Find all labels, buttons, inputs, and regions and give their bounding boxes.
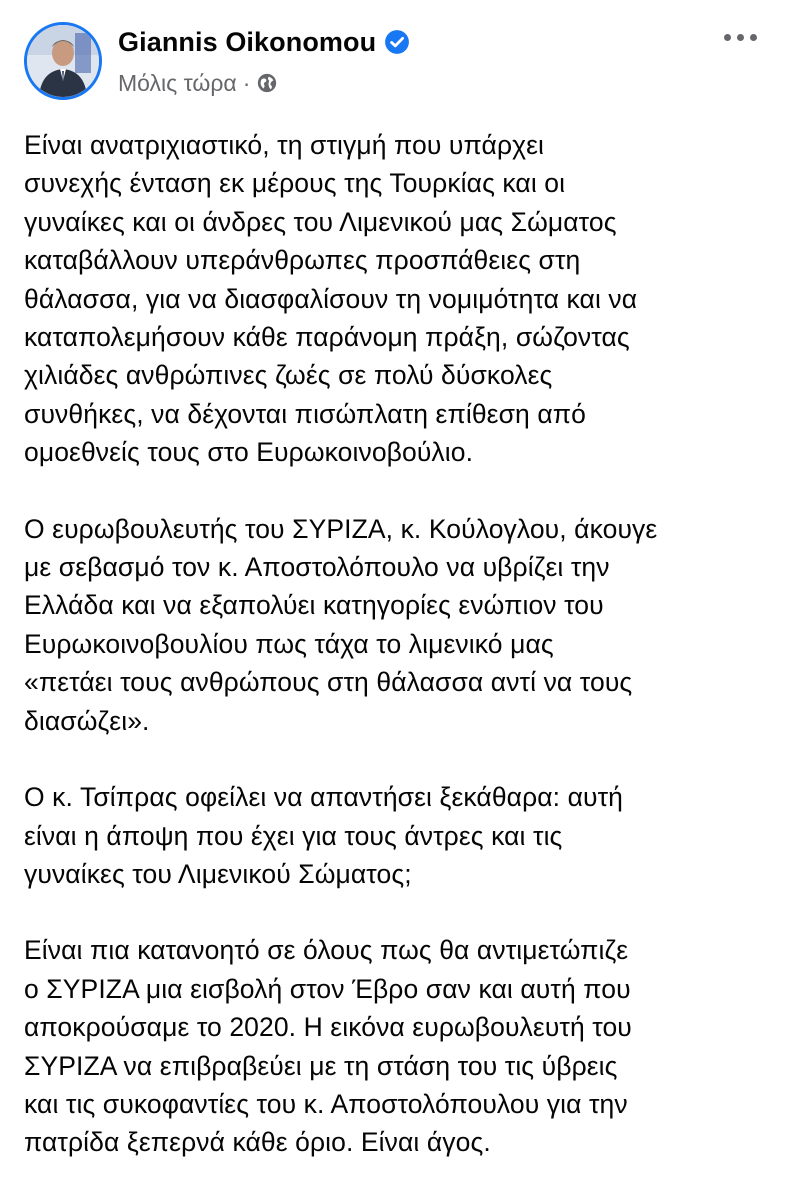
post-header (0, 0, 787, 120)
meta-separator: · (242, 69, 251, 96)
post-body (24, 126, 776, 1162)
post-paragraph: Ο ευρωβουλευτής του ΣΥΡΙΖΑ, κ. Κούλογλου, άκουγε με σεβασμό τον κ. Αποστολόπουλο να υβρίζει την Ελλάδα και να εξαπολύει κατηγορίες ενώπιον του Ευρωκοινοβουλίου πως τάχα το λιμενικό μας «πετάει τους ανθρώπους στη θάλασσα αντί να τους διασώζει». (24, 513, 658, 736)
author-row (118, 24, 410, 60)
more-options-button[interactable] (718, 22, 762, 52)
more-options-icon-dot (750, 34, 757, 41)
more-options-icon-dot (737, 34, 744, 41)
globe-icon[interactable] (256, 72, 278, 94)
avatar-portrait-icon (27, 25, 99, 97)
post-meta (118, 66, 278, 100)
author-avatar[interactable] (24, 22, 102, 100)
post-paragraph: Ο κ. Τσίπρας οφείλει να απαντήσει ξεκάθαρα: αυτή είναι η άποψη που έχει για τους άντρες και τις γυναίκες του Λιμενικού Σώματος; (24, 782, 624, 889)
author-name[interactable]: Giannis Oikonomou (118, 26, 377, 57)
post-paragraph: Είναι πια κατανοητό σε όλους πως θα αντιμετώπιζε ο ΣΥΡΙΖΑ μια εισβολή στον Έβρο σαν και αυτή που αποκρούσαμε το 2020. Η εικόνα ευρωβουλευτή του ΣΥΡΙΖΑ να επιβραβεύει με τη στάση του τις ύβρεις και τις συκοφαντίες του κ. Αποστολόπουλου για την πατρίδα ξεπερνά κάθε όριο. Είναι άγος. (24, 935, 632, 1158)
verified-badge-icon (384, 29, 410, 55)
more-options-icon (724, 34, 731, 41)
post-paragraph: Είναι ανατριχιαστικό, τη στιγμή που υπάρχει συνεχής ένταση εκ μέρους της Τουρκίας και οι γυναίκες και οι άνδρες του Λιμενικού μας Σώματος καταβάλλουν υπεράνθρωπες προσπάθειες στη θάλασσα, για να διασφαλίσουν τη νομιμότητα και να καταπολεμήσουν κάθε παράνομη πράξη, σώζοντας χιλιάδες ανθρώπινες ζωές σε πολύ δύσκολες συνθήκες, να δέχονται πισώπλατη επίθεση από ομοεθνείς τους στο Ευρωκοινοβούλιο. (24, 130, 638, 468)
post-timestamp[interactable]: Μόλις τώρα (118, 69, 237, 96)
